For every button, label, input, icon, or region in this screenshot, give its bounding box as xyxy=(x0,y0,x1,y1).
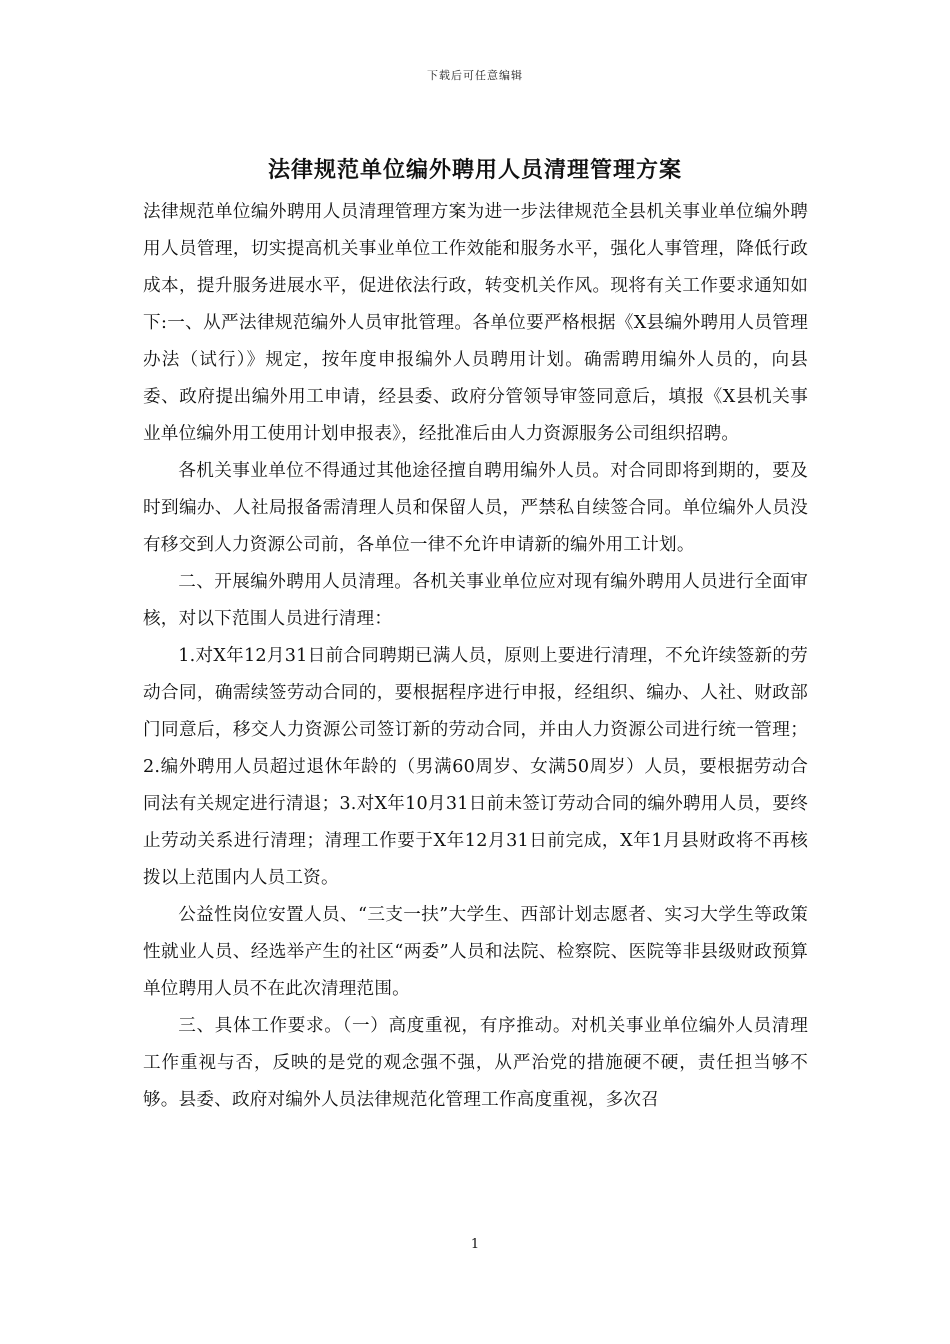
paragraph-6: 三、具体工作要求。（一）高度重视，有序推动。对机关事业单位编外人员清理工作重视与否，反映的是党的观念强不强，从严治党的措施硬不硬，责任担当够不够。县委、政府对编外人员法律规范化管理工作高度重视，多次召 xyxy=(143,1016,808,1110)
page-number: 1 xyxy=(470,1237,480,1252)
paragraph-2: 各机关事业单位不得通过其他途径擅自聘用编外人员。对合同即将到期的，要及时到编办、人社局报备需清理人员和保留人员，严禁私自续签合同。单位编外人员没有移交到人力资源公司前，各单位一律不允许申请新的编外用工计划。 xyxy=(143,461,808,555)
paragraph-3: 二、开展编外聘用人员清理。各机关事业单位应对现有编外聘用人员进行全面审核，对以下范围人员进行清理： xyxy=(143,572,808,629)
paragraph-5: 公益性岗位安置人员、“三支一扶”大学生、西部计划志愿者、实习大学生等政策性就业人员、经选举产生的社区“两委”人员和法院、检察院、医院等非县级财政预算单位聘用人员不在此次清理范围。 xyxy=(143,905,808,999)
paragraph-1: 法律规范单位编外聘用人员清理管理方案为进一步法律规范全县机关事业单位编外聘用人员管理，切实提高机关事业单位工作效能和服务水平，强化人事管理，降低行政成本，提升服务进展水平，促进依法行政，转变机关作风。现将有关工作要求通知如下:一、从严法律规范编外人员审批管理。各单位要严格根据《X县编外聘用人员管理办法（试行）》规定，按年度申报编外人员聘用计划。确需聘用编外人员的，向县委、政府提出编外用工申请，经县委、政府分管领导审签同意后，填报《X县机关事业单位编外用工使用计划申报表》，经批准后由人力资源服务公司组织招聘。 xyxy=(143,202,808,444)
document-body xyxy=(143,194,808,1119)
paragraph-4: 1.对X年12月31日前合同聘期已满人员，原则上要进行清理，不允许续签新的劳动合同，确需续签劳动合同的，要根据程序进行申报，经组织、编办、人社、财政部门同意后，移交人力资源公司签订新的劳动合同，并由人力资源公司进行统一管理；2.编外聘用人员超过退休年龄的（男满60周岁、女满50周岁）人员，要根据劳动合同法有关规定进行清退；3.对X年10月31日前未签订劳动合同的编外聘用人员，要终止劳动关系进行清理；清理工作要于X年12月31日前完成，X年1月县财政将不再核拨以上范围内人员工资。 xyxy=(143,646,808,888)
document-title: 法律规范单位编外聘用人员清理管理方案 xyxy=(267,157,682,183)
header-note: 下载后可任意编辑 xyxy=(427,69,523,82)
